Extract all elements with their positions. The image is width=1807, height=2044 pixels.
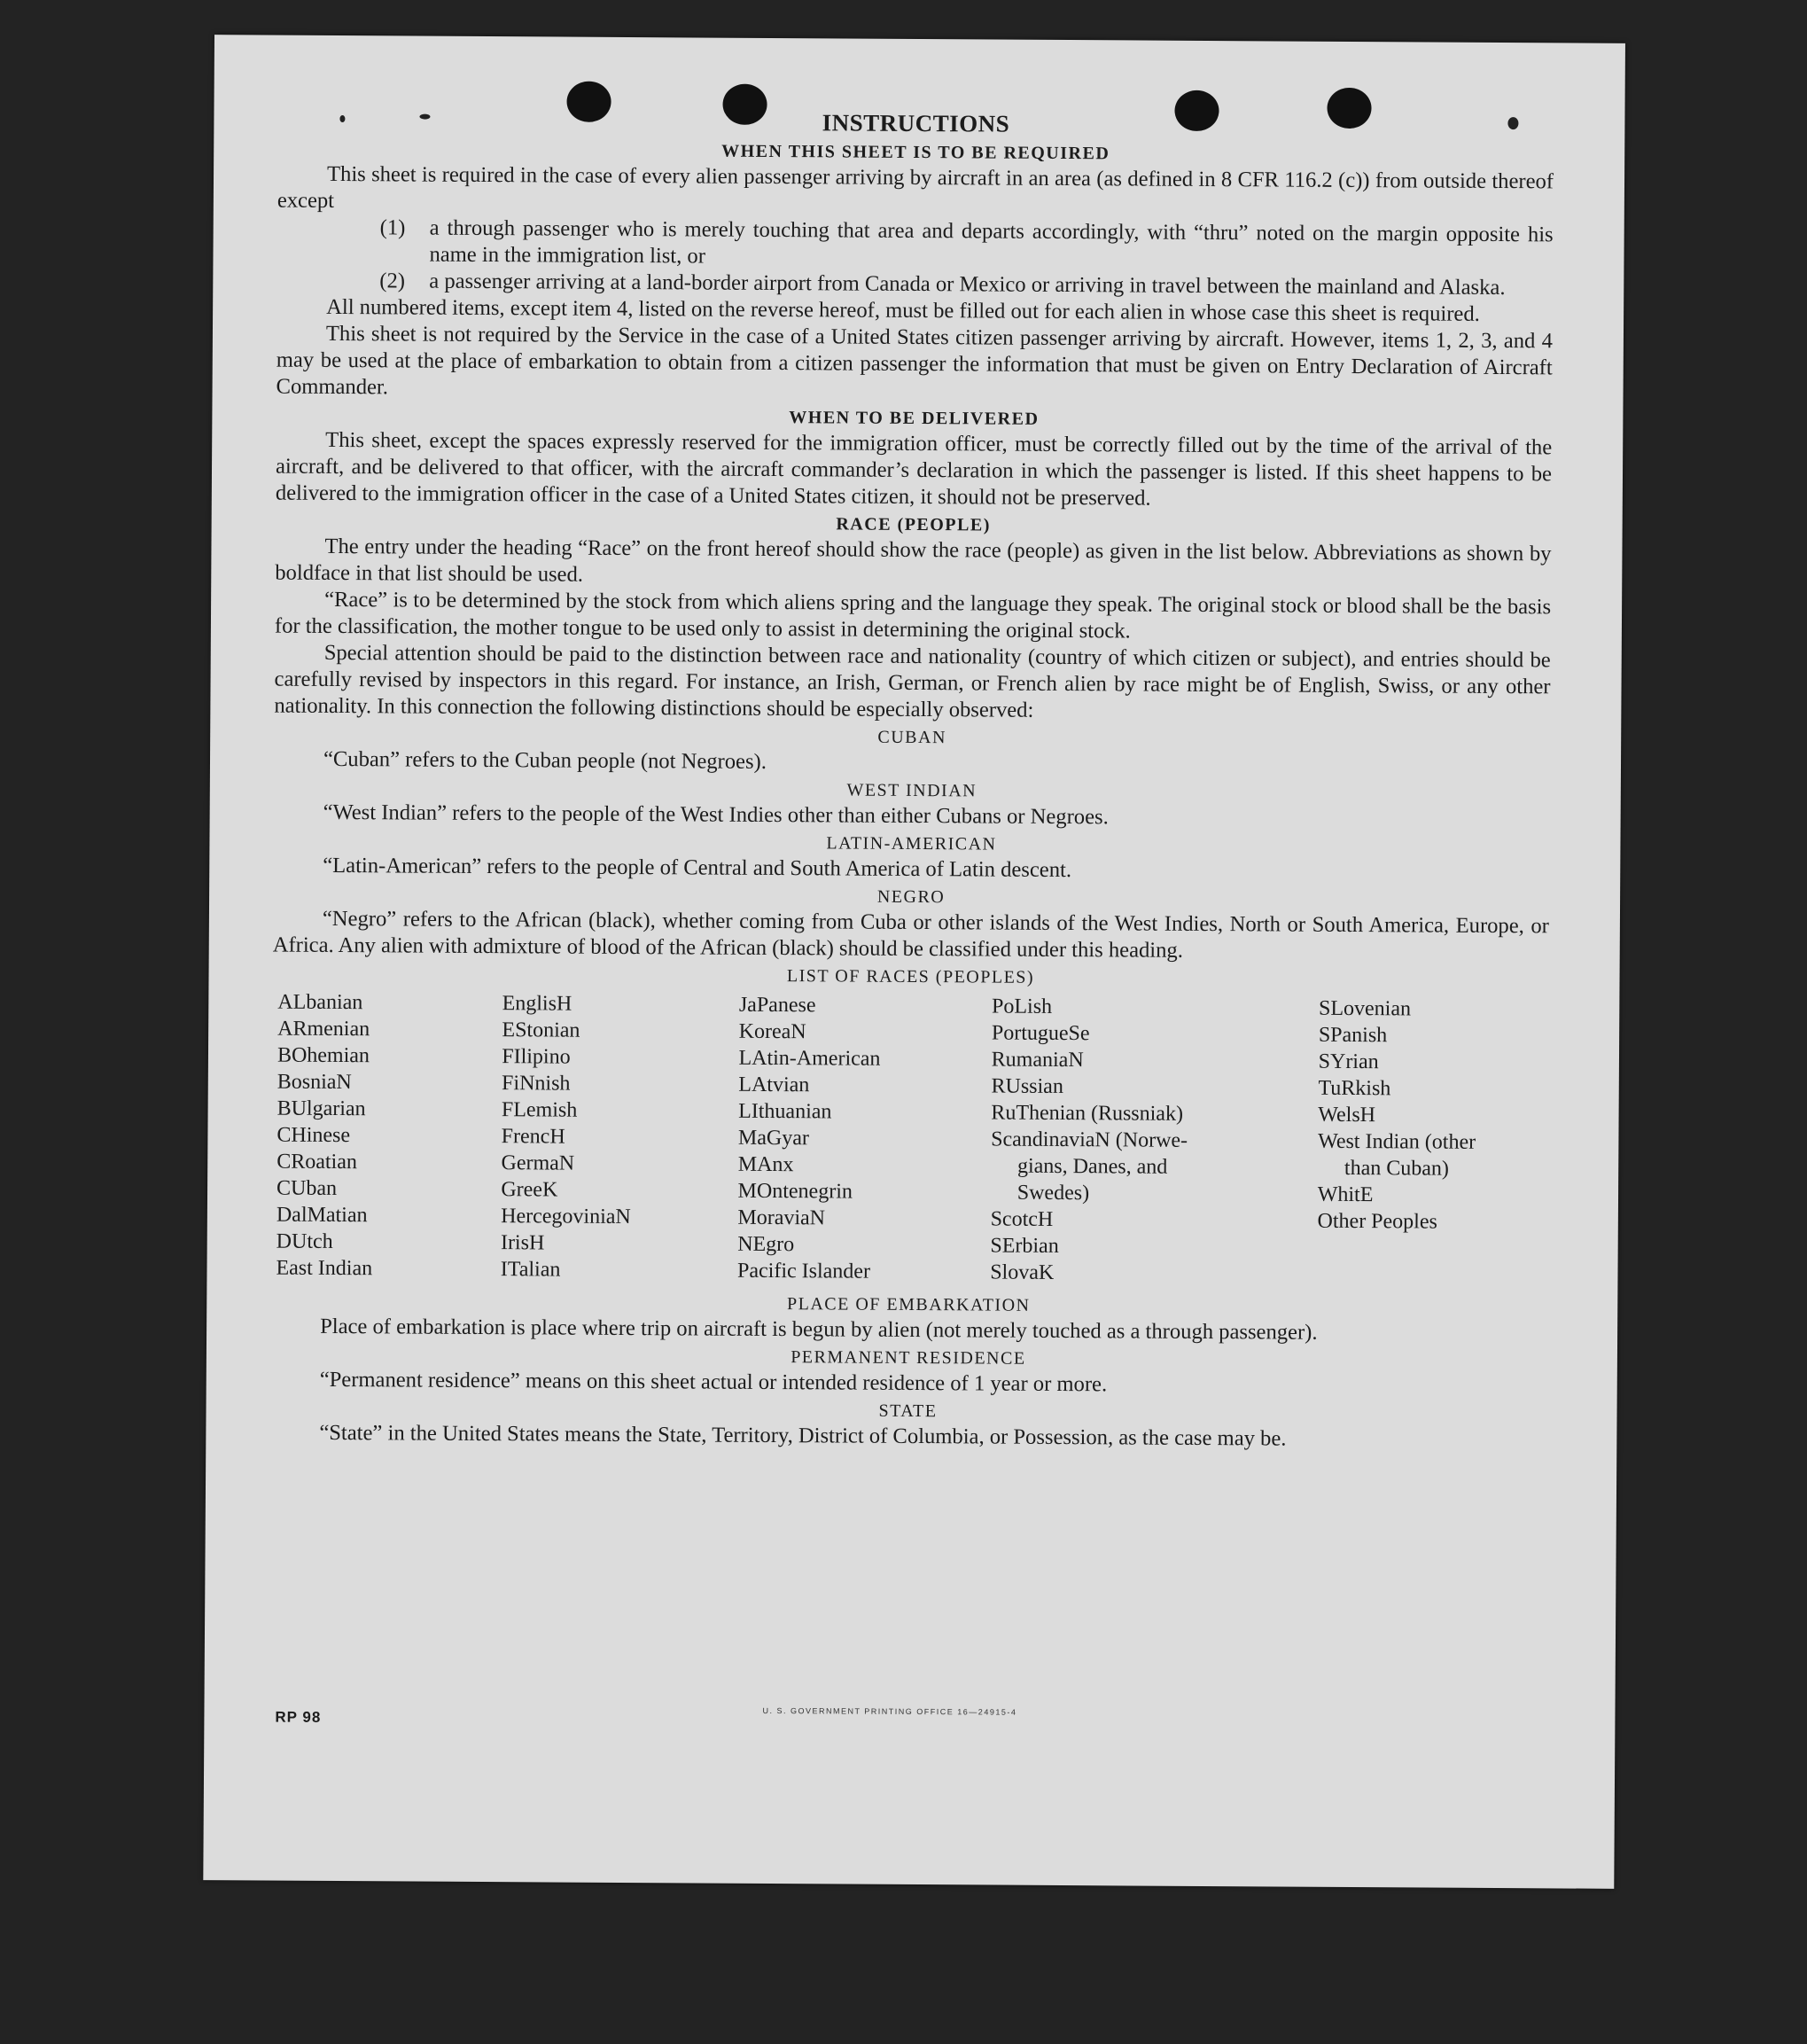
race-entry: LAtin-American: [738, 1046, 881, 1071]
race-entry: East Indian: [276, 1256, 373, 1281]
paragraph: The entry under the heading “Race” on the front hereof should show the race (people) as given in the list below. Abbreviations as shown by boldface in that list should be used.: [275, 534, 1552, 587]
races-list: [270, 989, 1548, 1290]
paragraph: This sheet, except the spaces expressly reserved for the immigration officer, must be correctly filled out by the time of the arrival of the aircraft, and be delivered to that officer, with the aircraft commander’s declaration in which the passenger is listed. If this sheet happens to be delivered to the immigration officer in the case of a United States citizen, it should not be preserved.: [275, 427, 1553, 511]
race-entry: IrisH: [500, 1231, 545, 1255]
race-entry: SYrian: [1318, 1049, 1379, 1074]
section-heading-required: WHEN THIS SHEET IS TO BE REQUIRED: [721, 141, 1110, 164]
paragraph: This sheet is not required by the Service in the case of a United States citizen passenger arriving by aircraft. However, items 1, 2, 3, and 4 may be used at the place of embarkation to obtain from a citizen passenger the information that must be given on Entry Declaration of Aircraft Commander.: [276, 321, 1554, 400]
races-column: [270, 989, 502, 1283]
race-entry: KoreaN: [738, 1019, 806, 1044]
race-entry: SLovenian: [1318, 996, 1412, 1021]
section-heading-state: STATE: [878, 1400, 938, 1422]
races-column: [737, 992, 992, 1286]
race-entry: gians, Danes, and: [1016, 1154, 1168, 1179]
race-entry: LAtvian: [738, 1073, 810, 1097]
section-heading-residence: PERMANENT RESIDENCE: [791, 1347, 1026, 1369]
race-entry: FrencH: [501, 1125, 565, 1149]
race-entry: MOntenegrin: [737, 1179, 853, 1204]
race-entry: RUssian: [991, 1074, 1063, 1099]
race-entry: RumaniaN: [991, 1048, 1084, 1073]
section-heading-latin-american: LATIN-AMERICAN: [826, 833, 997, 854]
race-entry: SlovaK: [990, 1260, 1055, 1284]
race-entry: DUtch: [276, 1229, 333, 1253]
paragraph: “Cuban” refers to the Cuban people (not Negroes).: [323, 746, 767, 774]
races-column: [1317, 995, 1548, 1290]
race-entry: DalMatian: [276, 1203, 368, 1228]
races-column: [501, 990, 739, 1284]
list-item: (2) a passenger arriving at a land-border airport from Canada or Mexico or arriving in travel between the mainland and Alaska.: [379, 269, 1506, 300]
section-heading-embarkation: PLACE OF EMBARKATION: [786, 1294, 1031, 1315]
paragraph: “West Indian” refers to the people of the West Indies other than either Cubans or Negroes.: [323, 800, 1109, 830]
race-entry: JaPanese: [738, 993, 816, 1018]
race-entry: ITalian: [500, 1258, 561, 1282]
printer-imprint: U. S. GOVERNMENT PRINTING OFFICE 16—24915-4: [762, 1705, 1017, 1717]
race-entry: EStonian: [502, 1018, 580, 1042]
section-heading-cuban: CUBAN: [877, 727, 947, 748]
race-entry: ALbanian: [277, 990, 363, 1015]
race-entry: PoLish: [992, 995, 1053, 1018]
race-entry: PortugueSe: [991, 1021, 1090, 1046]
race-entry: WelsH: [1318, 1103, 1376, 1127]
race-entry: CRoatian: [277, 1150, 357, 1174]
section-heading-delivered: WHEN TO BE DELIVERED: [789, 408, 1040, 429]
paragraph: “Permanent residence” means on this sheet actual or intended residence of 1 year or more.: [319, 1367, 1108, 1397]
race-entry: BUlgarian: [277, 1096, 366, 1121]
paragraph: Special attention should be paid to the distinction between race and nationality (country of which citizen or subject), and entries should be carefully revised by inspectors in this regard. For instance, an Irish, German, or French alien by race might be of English, Swiss, or any other nationality. In this connection the following distinctions should be especially observed:: [274, 640, 1551, 722]
race-entry: SErbian: [990, 1234, 1059, 1258]
race-entry: WhitE: [1317, 1182, 1374, 1207]
race-entry: ScandinaviaN (Norwe-: [991, 1127, 1188, 1152]
list-item: (1) a through passenger who is merely touching that area and departs accordingly, with “thru” noted on the margin opposite his name in the immigration list, or: [379, 215, 1554, 269]
race-entry: HercegoviniaN: [501, 1205, 631, 1229]
race-entry: FiNnish: [502, 1072, 571, 1096]
race-entry: MaGyar: [737, 1126, 810, 1151]
race-entry: West Indian (other: [1318, 1129, 1476, 1154]
race-entry: LIthuanian: [738, 1099, 832, 1124]
race-entry: ARmenian: [277, 1017, 370, 1042]
race-entry: NEgro: [737, 1232, 795, 1257]
paragraph: “Negro” refers to the African (black), whether coming from Cuba or other islands of the West Indies, North or South America, Europe, or Africa. Any alien with admixture of blood of the African (black) should be classified under this heading.: [272, 906, 1549, 963]
paragraph: “Race” is to be determined by the stock from which aliens spring and the language they speak. The original stock or blood shall be the basis for the classification, the mother tongue to be used only to assist in determining the original stock.: [274, 587, 1552, 644]
race-entry: Other Peoples: [1317, 1209, 1437, 1234]
race-entry: EnglisH: [502, 992, 572, 1016]
race-entry: Pacific Islander: [736, 1259, 871, 1283]
race-entry: MoraviaN: [737, 1205, 826, 1230]
race-entry: ScotcH: [990, 1207, 1054, 1231]
race-entry: than Cuban): [1344, 1156, 1450, 1181]
race-entry: MAnx: [737, 1152, 794, 1177]
section-heading-west-indian: WEST INDIAN: [846, 780, 977, 801]
paragraph: Place of embarkation is place where trip on aircraft is begun by alien (not merely touched as a through passenger).: [320, 1314, 1318, 1345]
form-number: RP 98: [275, 1708, 322, 1726]
race-entry: CHinese: [277, 1123, 351, 1148]
document-page: [203, 35, 1625, 1889]
page-title: INSTRUCTIONS: [822, 109, 1010, 137]
race-entry: RuThenian (Russniak): [991, 1101, 1184, 1126]
paragraph: “State” in the United States means the State, Territory, District of Columbia, or Possession, as the case may be.: [319, 1420, 1287, 1451]
section-heading-race: RACE (PEOPLE): [836, 514, 991, 535]
paragraph: All numbered items, except item 4, listed on the reverse hereof, must be filled out for each alien in whose case this sheet is required.: [326, 294, 1480, 326]
section-heading-races-list: LIST OF RACES (PEOPLES): [786, 966, 1035, 987]
race-entry: BOhemian: [277, 1043, 370, 1068]
race-entry: SPanish: [1318, 1023, 1388, 1048]
race-entry: GermaN: [501, 1151, 575, 1175]
race-entry: TuRkish: [1318, 1076, 1391, 1101]
paragraph: “Latin-American” refers to the people of Central and South America of Latin descent.: [323, 853, 1072, 883]
instructions-body: [269, 105, 1554, 1455]
race-entry: FLemish: [501, 1098, 578, 1122]
race-entry: Swedes): [1016, 1181, 1090, 1205]
race-entry: FIlipino: [502, 1045, 571, 1069]
races-column: [990, 994, 1319, 1288]
paragraph: This sheet is required in the case of every alien passenger arriving by aircraft in an area (as defined in 8 CFR 116.2 (c)) from outside thereof except: [277, 161, 1554, 213]
race-entry: BosniaN: [277, 1070, 352, 1095]
race-entry: GreeK: [501, 1178, 558, 1202]
race-entry: CUban: [276, 1176, 338, 1201]
section-heading-negro: NEGRO: [876, 886, 946, 908]
